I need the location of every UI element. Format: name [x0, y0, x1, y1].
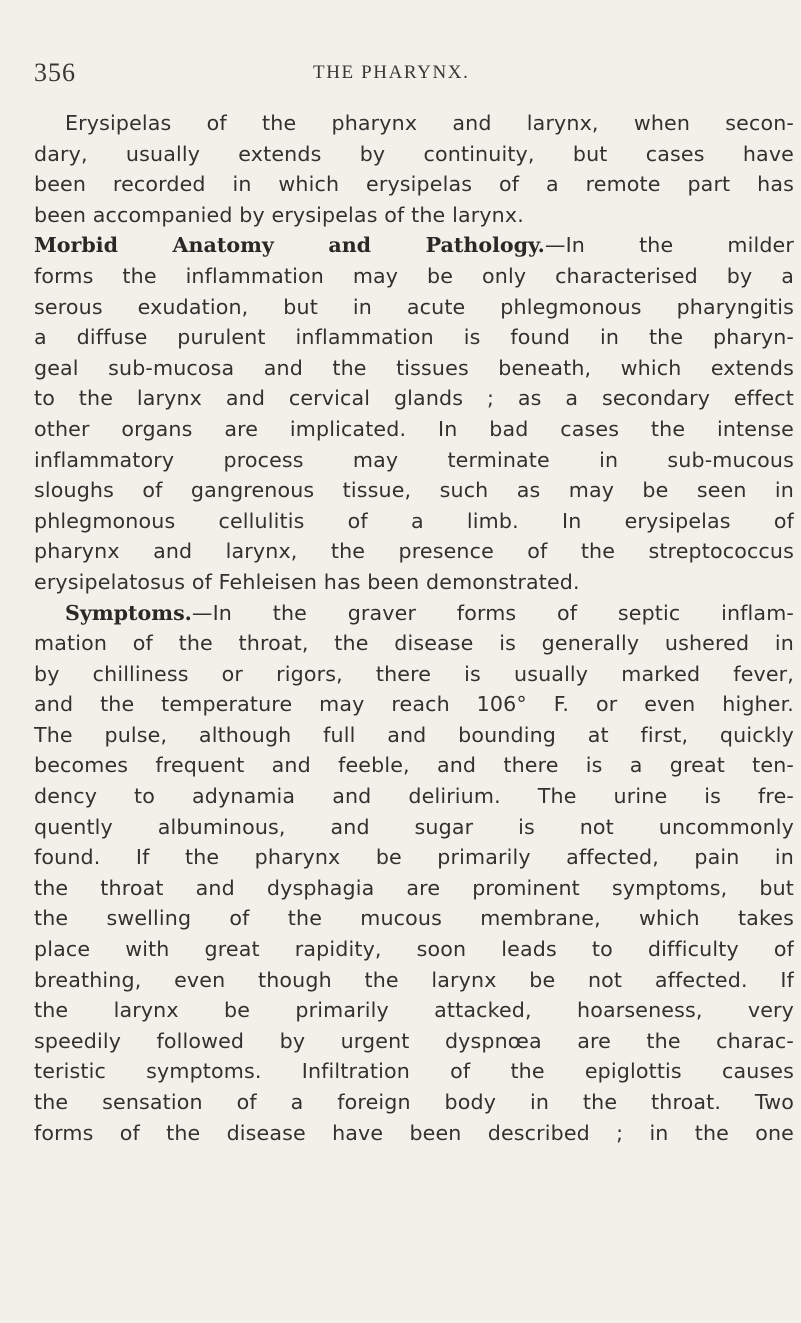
- text-line: by chilliness or rigors, there is usually marked fever,: [34, 661, 794, 686]
- text-line: been accompanied by erysipelas of the larynx.: [34, 202, 524, 227]
- text-line: sloughs of gangrenous tissue, such as may be seen in: [34, 478, 794, 503]
- text-line: The pulse, although full and bounding at first, quickly: [34, 722, 794, 747]
- text-line: other organs are implicated. In bad cases the intense: [34, 416, 794, 441]
- text-line: phlegmonous cellulitis of a limb. In erysipelas of: [34, 508, 794, 533]
- text-line: serous exudation, but in acute phlegmonous pharyngitis: [34, 294, 794, 319]
- section-heading-morbid-anatomy: Morbid Anatomy and Pathology.: [34, 233, 545, 258]
- text-line: dency to adynamia and delirium. The urine is fre-: [34, 784, 794, 809]
- text-run: —In the graver forms of septic inflam-: [191, 600, 794, 625]
- text-line: the sensation of a foreign body in the throat. Two: [34, 1090, 794, 1114]
- text-line: forms the inflammation may be only characterised by a: [34, 263, 794, 288]
- text-run: —In the milder: [544, 233, 794, 258]
- text-line: the swelling of the mucous membrane, which takes: [34, 906, 794, 931]
- text-line: speedily followed by urgent dyspnœa are the charac-: [34, 1028, 794, 1053]
- text-line: quently albuminous, and sugar is not uncommonly: [34, 814, 794, 839]
- text-line: erysipelatosus of Fehleisen has been demonstrated.: [34, 569, 580, 594]
- text-line: and the temperature may reach 106° F. or even higher.: [34, 692, 794, 717]
- text-line: the throat and dysphagia are prominent symptoms, but: [34, 875, 794, 900]
- section-heading-line: [34, 598, 794, 629]
- text-line: been recorded in which erysipelas of a remote part has: [34, 172, 794, 197]
- body-text: [34, 108, 794, 1148]
- text-line: geal sub-mucosa and the tissues beneath, which extends: [34, 355, 794, 380]
- page-header: [0, 58, 801, 92]
- page-number: 356: [34, 58, 76, 87]
- text-line: found. If the pharynx be primarily affected, pain in: [34, 845, 794, 870]
- text-line: breathing, even though the larynx be not affected. If: [34, 967, 794, 992]
- text-line: Erysipelas of the pharynx and larynx, when secon-: [65, 111, 794, 135]
- text-line: pharynx and larynx, the presence of the streptococcus: [34, 539, 794, 564]
- text-line: mation of the throat, the disease is generally ushered in: [34, 631, 794, 656]
- text-line: place with great rapidity, soon leads to difficulty of: [34, 937, 794, 962]
- text-line: dary, usually extends by continuity, but cases have: [34, 141, 794, 166]
- section-heading-line: [34, 230, 794, 261]
- text-line: forms of the disease have been described ; in the one: [34, 1120, 794, 1145]
- text-line: a diffuse purulent inflammation is found in the pharyn-: [34, 325, 794, 350]
- text-line: to the larynx and cervical glands ; as a secondary effect: [34, 386, 794, 411]
- section-heading-symptoms: Symptoms.: [65, 600, 192, 625]
- text-line: the larynx be primarily attacked, hoarseness, very: [34, 998, 794, 1023]
- running-head: THE PHARYNX.: [313, 62, 470, 83]
- text-line: inflammatory process may terminate in sub-mucous: [34, 447, 794, 472]
- text-line: becomes frequent and feeble, and there is a great ten-: [34, 753, 794, 778]
- text-line: teristic symptoms. Infiltration of the epiglottis causes: [34, 1059, 794, 1084]
